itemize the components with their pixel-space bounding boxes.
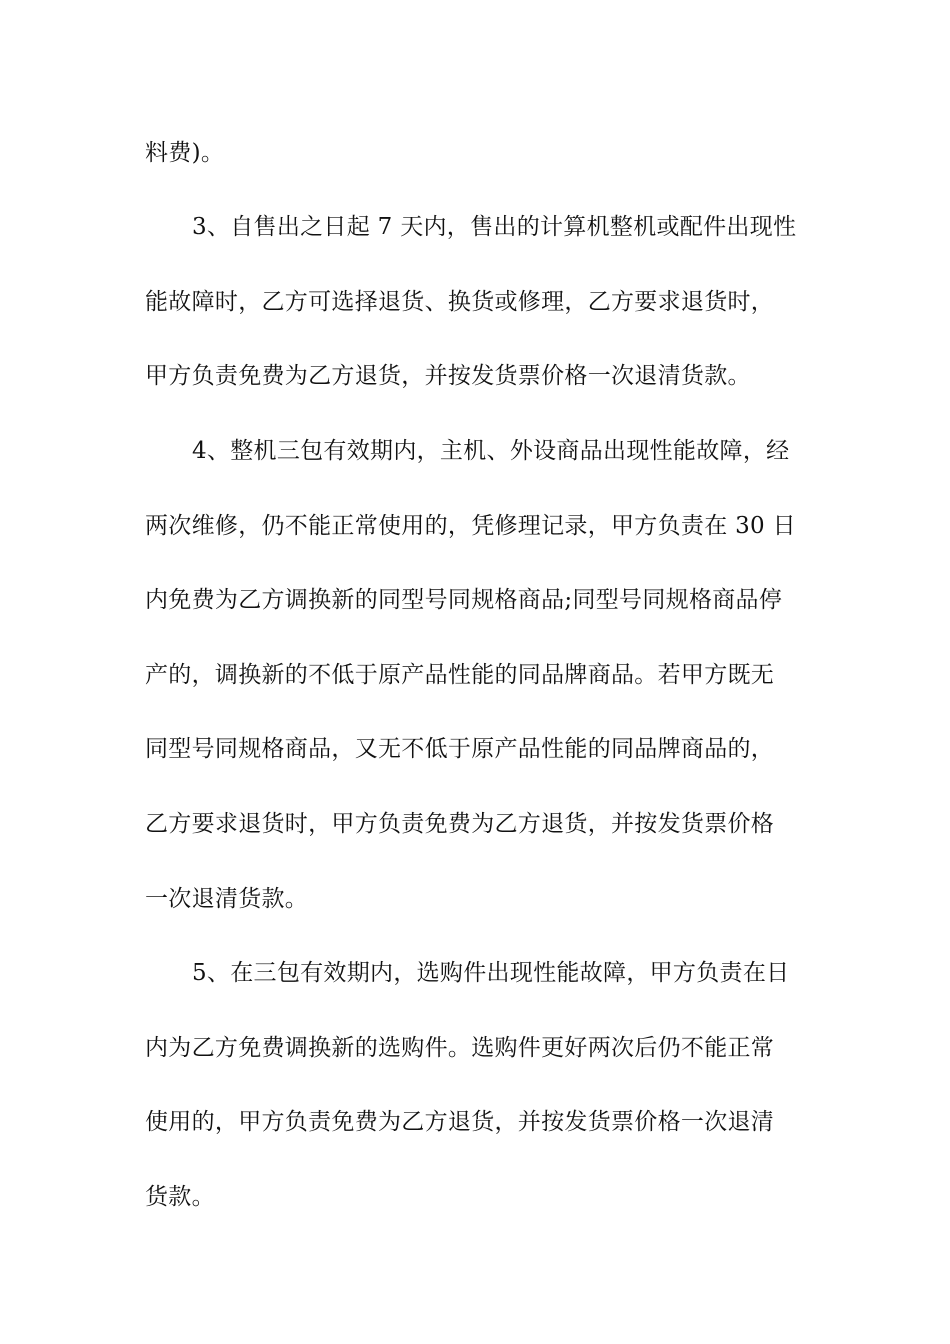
text-line: 甲方负责免费为乙方退货，并按发货票价格一次退清货款。 [145,363,751,389]
text-line: 乙方要求退货时，甲方负责免费为乙方退货，并按发货票价格 [145,811,775,837]
paragraph-3-start: 3、自售出之日起 7 天内，售出的计算机整机或配件出现性 [192,214,797,240]
text-line: 一次退清货款。 [145,886,309,912]
text-line: 内为乙方免费调换新的选购件。选购件更好两次后仍不能正常 [145,1035,775,1061]
text-line: 同型号同规格商品，又无不低于原产品性能的同品牌商品的， [145,736,775,762]
text-line: 两次维修，仍不能正常使用的，凭修理记录，甲方负责在 30 日 [145,513,796,539]
text-line: 内免费为乙方调换新的同型号同规格商品;同型号同规格商品停 [145,587,783,613]
paragraph-4-start: 4、整机三包有效期内，主机、外设商品出现性能故障，经 [192,438,790,464]
text-line: 能故障时，乙方可选择退货、换货或修理，乙方要求退货时， [145,289,775,315]
text-line: 产的，调换新的不低于原产品性能的同品牌商品。若甲方既无 [145,662,775,688]
text-line: 料费)。 [145,140,225,166]
text-line: 使用的，甲方负责免费为乙方退货，并按发货票价格一次退清 [145,1109,775,1135]
text-line: 货款。 [145,1184,215,1210]
paragraph-5-start: 5、在三包有效期内，选购件出现性能故障，甲方负责在日 [192,960,790,986]
